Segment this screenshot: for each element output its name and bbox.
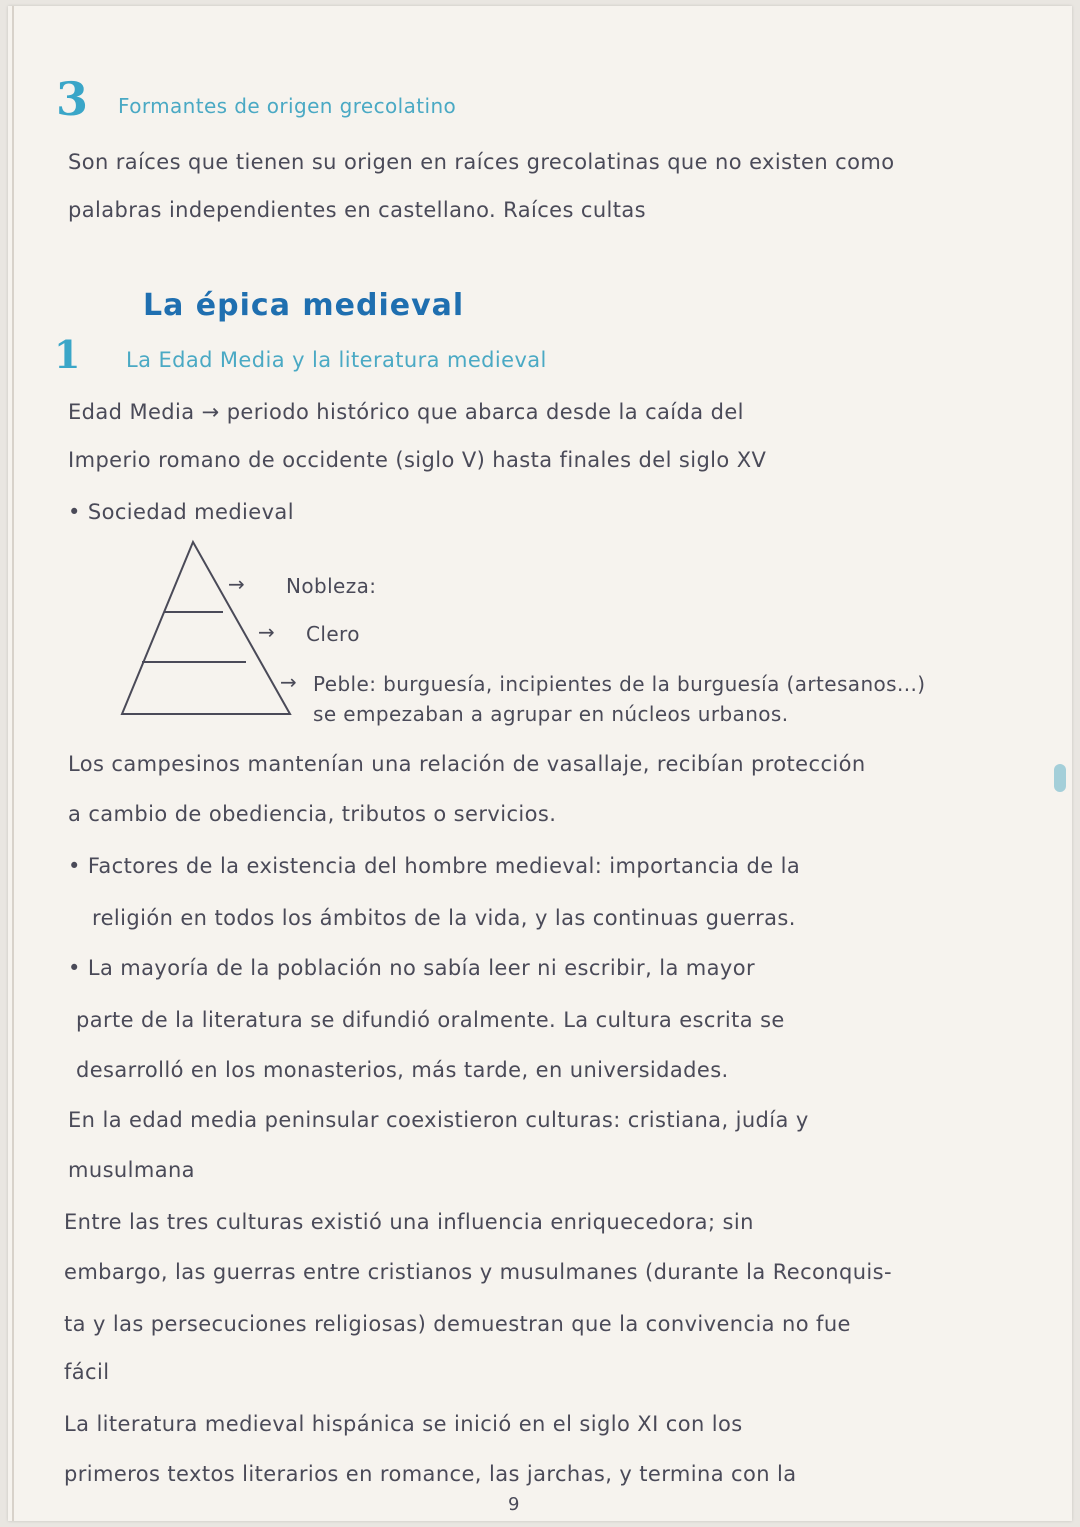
arrow-icon: → <box>258 620 276 644</box>
text-line: Son raíces que tienen su origen en raíces grecolatinas que no existen como <box>68 150 895 174</box>
pyramid-label-clero: Clero <box>306 622 360 646</box>
pyramid-label-pueblo-cont: se empezaban a agrupar en núcleos urbanos. <box>313 702 789 726</box>
ink-stain <box>1054 764 1066 792</box>
text-line: musulmana <box>68 1158 195 1182</box>
text-line: religión en todos los ámbitos de la vida, y las continuas guerras. <box>92 906 796 930</box>
page-margin-line <box>12 6 14 1521</box>
section-1-heading: La Edad Media y la literatura medieval <box>126 348 547 372</box>
text-line: embargo, las guerras entre cristianos y musulmanes (durante la Reconquis- <box>64 1260 892 1284</box>
page-number: 9 <box>508 1494 520 1515</box>
text-line: La literatura medieval hispánica se inició en el siglo XI con los <box>64 1412 743 1436</box>
bullet-sociedad: • Sociedad medieval <box>68 500 294 524</box>
section-number-1: 1 <box>54 332 81 377</box>
arrow-icon: → <box>280 670 298 694</box>
text-line: palabras independientes en castellano. Raíces cultas <box>68 198 647 222</box>
notebook-page <box>8 6 1072 1521</box>
text-line: Imperio romano de occidente (siglo V) hasta finales del siglo XV <box>68 448 767 472</box>
text-line: En la edad media peninsular coexistieron culturas: cristiana, judía y <box>68 1108 809 1132</box>
text-line: • Factores de la existencia del hombre medieval: importancia de la <box>68 854 801 878</box>
text-line: Edad Media → periodo histórico que abarca desde la caída del <box>68 400 744 424</box>
text-line: a cambio de obediencia, tributos o servicios. <box>68 802 557 826</box>
section-3-heading: Formantes de origen grecolatino <box>118 94 457 118</box>
text-line: • La mayoría de la población no sabía leer ni escribir, la mayor <box>68 956 756 980</box>
arrow-icon: → <box>228 572 246 596</box>
pyramid-label-pueblo: Peble: burguesía, incipientes de la burguesía (artesanos...) <box>313 672 926 696</box>
text-line: ta y las persecuciones religiosas) demuestran que la convivencia no fue <box>64 1312 851 1336</box>
text-line: primeros textos literarios en romance, las jarchas, y termina con la <box>64 1462 797 1486</box>
page-title: La épica medieval <box>143 288 465 323</box>
pyramid-label-nobleza: Nobleza: <box>286 574 377 598</box>
section-number-3: 3 <box>56 72 89 126</box>
text-line: fácil <box>64 1360 110 1384</box>
text-line: Los campesinos mantenían una relación de vasallaje, recibían protección <box>68 752 866 776</box>
text-line: desarrolló en los monasterios, más tarde, en universidades. <box>76 1058 729 1082</box>
social-pyramid-diagram <box>118 536 318 726</box>
text-line: parte de la literatura se difundió oralmente. La cultura escrita se <box>76 1008 785 1032</box>
text-line: Entre las tres culturas existió una influencia enriquecedora; sin <box>64 1210 754 1234</box>
